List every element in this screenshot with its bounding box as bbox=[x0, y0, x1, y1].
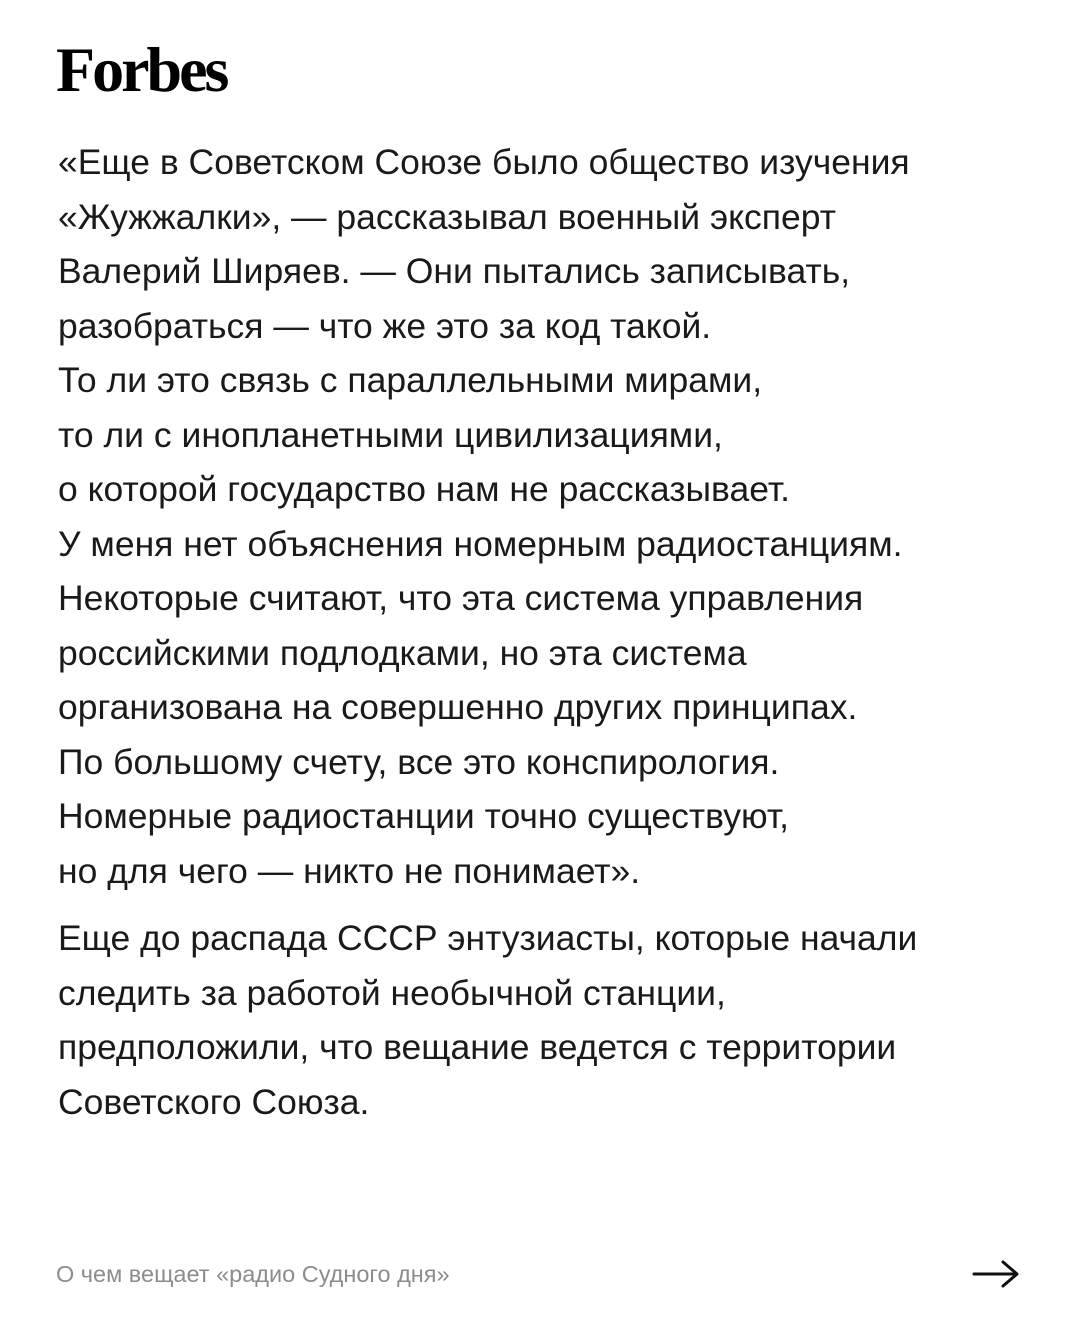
text-line: о которой государство нам не рассказывает. bbox=[58, 469, 791, 509]
text-line: то ли с инопланетными цивилизациями, bbox=[58, 414, 723, 455]
arrow-right-icon[interactable] bbox=[972, 1259, 1020, 1289]
text-line: Некоторые считают, что эта система управления bbox=[58, 578, 864, 618]
article-title-link[interactable]: О чем вещает «радио Судного дня» bbox=[56, 1260, 450, 1287]
body-paragraph bbox=[58, 911, 1048, 1129]
text-line: Номерные радиостанции точно существуют, bbox=[58, 796, 790, 836]
article-footer bbox=[56, 1254, 1020, 1294]
text-line: По большому счету, все это конспирология. bbox=[58, 741, 780, 782]
text-line: Советского Союза. bbox=[58, 1081, 370, 1122]
quote-paragraph bbox=[58, 135, 1048, 898]
text-line: «Жужжалки», — рассказывал военный эксперт bbox=[58, 196, 836, 237]
text-line: разобраться — что же это за код такой. bbox=[58, 305, 712, 346]
text-line: «Еще в Советском Союзе было общество изучения bbox=[58, 142, 910, 182]
text-line: но для чего — никто не понимает». bbox=[58, 850, 641, 891]
text-line: То ли это связь с параллельными мирами, bbox=[58, 360, 763, 400]
text-line: Валерий Ширяев. — Они пытались записывать, bbox=[58, 251, 851, 291]
text-line: российскими подлодками, но эта система bbox=[58, 632, 747, 673]
text-line: Еще до распада СССР энтузиасты, которые начали bbox=[58, 918, 918, 958]
text-line: У меня нет объяснения номерным радиостанциям. bbox=[58, 523, 903, 564]
text-line: предположили, что вещание ведется с территории bbox=[58, 1027, 897, 1067]
text-line: следить за работой необычной станции, bbox=[58, 972, 726, 1013]
text-line: организована на совершенно других принципах. bbox=[58, 687, 858, 727]
article-body bbox=[58, 135, 1048, 1129]
forbes-logo: Forbes bbox=[56, 34, 227, 105]
